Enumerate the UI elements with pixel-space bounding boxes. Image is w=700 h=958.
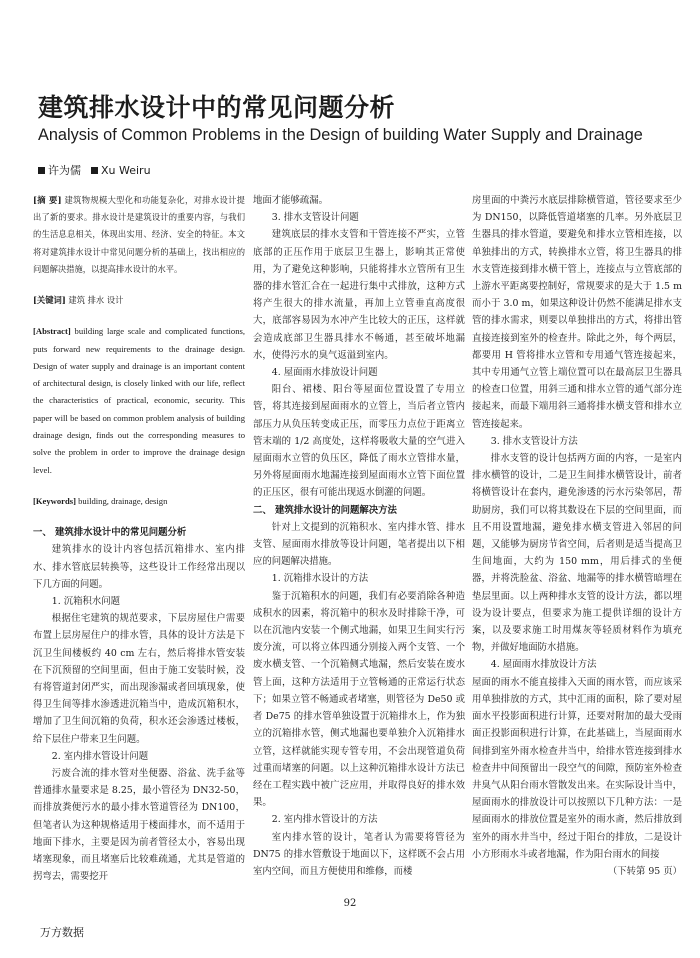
abstract-en-text: building large scale and complicated functions, puts forward new requirements to the drainage design. Design of water supply and drainage is an important content of architectural design, is closely linked with our life, reflect the characteristics of practical, economic, security. This paper will be based on common problem analysis of building drainage design, finds out the corresponding measures to solve the problem in order to improve the drainage design level. [33, 326, 245, 475]
author-line [38, 162, 151, 178]
subheading: 3. 排水支管设计问题 [271, 212, 359, 224]
paragraph: 屋面的雨水不能直接排入天面的雨水管，而应该采用单独排放的方式，其中汇雨的面积，除了要对屋面水平投影面积进行计算，还要对附加的最大受雨面正投影面积进行计算，在此基础上，当屋面雨水间排到室外雨水检查井当中，给排水管连接到排水检查井中间预留出一段空气的间隙，预防室外检查井臭气从阳台雨水管散发出来。在实际设计当中，屋面雨水的排放设计可以按照以下几种方法：一是屋面雨水的排放位置是室外的雨水斋，然后排放到室外的雨水井当中，经过于阳台的排放，二是设计小方形雨水斗或者地漏，作为阳台雨水的间接 [472, 676, 682, 860]
title-english: Analysis of Common Problems in the Design of building Water Supply and Drainage [38, 126, 643, 144]
paragraph: 鉴于沉箱积水的问题，我们有必要消除各种造成积水的因素，将沉箱中的积水及时排除干净，可以在沉池内安装一个侧式地漏，如果卫生间实行污废分流，可以将立体四通分别接入两个支管、一个废水横支管、一个沉箱侧式地漏，然后安装在废水管上面，这种方法适用于立管畅通的正常运行状态下；如果立管不畅通或者堵塞，则管径为 De50 或者 De75 的排水管单独设置于沉箱排水上，作为独立的沉箱排水管，侧式地漏也要单独介入沉箱排水立管，这样就能实现专管专用，不会出现管道负荷过重而堵塞的问题。以上这种沉箱排水设计方法已经在工程实践中被广泛应用，并取得良好的排水效果。 [253, 590, 465, 809]
paragraph: 针对上文提到的沉箱积水、室内排水管、排水支管、屋面雨水排放等设计问题，笔者提出以下相应的问题解决措施。 [253, 521, 465, 568]
paragraph: 建筑排水的设计内容包括沉箱排水、室内排水、排水管底层转换等，这些设计工作经常出现以下几方面的问题。 [33, 544, 245, 590]
subheading: 4. 屋面雨水排放设计方法 [490, 659, 597, 671]
square-bullet-icon [91, 167, 98, 174]
keywords-cn-text: 建筑 排水 设计 [68, 295, 124, 306]
keywords-en-text: building, drainage, design [78, 495, 168, 506]
subheading: 4. 屋面雨水排放设计问题 [271, 367, 378, 379]
keywords-cn-label: [关键词] [33, 295, 66, 306]
paragraph: 阳台、裙楼、阳台等屋面位置设置了专用立管，将其连接到屋面雨水的立管上，当后者立管内部压力从负压转变成正压，而零压力点位于距离立管末端的 1/2 高度处，这样将吸收大量的空气进入屋面雨水立管的负压区，降低了雨水立管排水量，另外将屋面雨水地漏连接到屋面雨水立管下面位置的正压区，很有可能出现返水倒灌的问题。 [253, 384, 465, 499]
paragraph: 排水支管的设计包括两方面的内容，一是室内排水横管的设计，二是卫生间排水横管设计，前者将横管设计在套内，避免渗透的污水污染邻居，帮助厨房，我们可以将其数设在下层的空间里面，而且不用设置地漏，避免排水横支管进入邻居的问题，又能够为厨房节省空间，后者则是适当提高卫生间地面，大约为 150 mm，用后排式的坐便器，并将洗脸盆、浴盆、地漏等的排水横管暗埋在垫层里面。以上两种排水支管的设计方法，都以埋设为设计要点，但要求为施工提供详细的设计方案，以及要求施工时用煤灰等轻质材料作为填充物，并做好地面防水措施。 [472, 453, 682, 654]
keywords-en [33, 493, 245, 510]
paragraph: 根据住宅建筑的规范要求，下层房屋住户需要布置上层房屋住户的排水管，具体的设计方法是下沉卫生间楼板约 40 cm 左右，然后将排水管安装在下沉预留的空间里面，但由于施工安装时候，没有将管道封闭严实，而出现渗漏或者回填现象，使得卫生间等排水渗透进沉箱当中，造成沉箱积水，增加了卫生间沉箱的负荷，积水还会渗透过楼板，给下层住户带来卫生问题。 [33, 613, 245, 745]
paragraph: 室内排水管的设计，笔者认为需要将管径为 DN75 的排水管敷设于地面以下，这样既不会占用室内空间，而且方便使用和维修，而楼 [253, 831, 465, 877]
section-heading: 一、 建筑排水设计中的常见问题分析 [33, 527, 187, 539]
abstract-cn-label: [摘 要] [33, 195, 62, 205]
subheading: 1. 沉箱排水设计的方法 [271, 573, 369, 585]
footer-brand: 万方数据 [40, 926, 84, 939]
square-bullet-icon [38, 167, 45, 174]
subheading: 3. 排水支管设计方法 [490, 435, 578, 447]
keywords-cn [33, 292, 245, 309]
paragraph: 建筑底层的排水支管和干管连接不严实，立管底部的正压作用于底层卫生器上，影响其正常使用，为了避免这种影响，只能将排水立管所有卫生器的排水管汇合在一起进行集中式排放，这种方式将产生很大的排水流量，再加上立管垂直高度很大，底部容易因为水冲产生比较大的正压，这样就会造成底部卫生器具排水不畅通，甚至破坏地漏水，使得污水的臭气返溢到室内。 [253, 229, 465, 361]
title-chinese: 建筑排水设计中的常见问题分析 [38, 93, 396, 122]
abstract-cn [33, 192, 245, 278]
abstract-cn-text: 建筑物规模大型化和功能复杂化，对排水设计提出了新的要求。排水设计是建筑设计的重要内容，与我们的生活息息相关，体现出实用、经济、安全的特征。本文将对建筑排水设计中常见问题分析的基础上，找出相应的问题解决措施，以提高排水设计的水平。 [33, 195, 245, 274]
keywords-en-label: [Keywords] [33, 495, 76, 506]
column-right [472, 192, 682, 880]
page-number: 92 [343, 898, 357, 909]
section-heading: 二、 建筑排水设计的问题解决方法 [253, 504, 397, 516]
abstract-en-label: [Abstract] [33, 326, 71, 337]
author-en: Xu Weiru [101, 164, 151, 177]
subheading: 2. 室内排水管设计的方法 [271, 814, 378, 826]
subheading: 1. 沉箱积水问题 [51, 596, 120, 607]
author-cn: 许为儒 [48, 164, 81, 177]
paragraph: 地面才能够疏漏。 [253, 195, 329, 206]
paragraph: 污废合流的排水管对坐便器、浴盆、洗手盆等普通排水量要求是 8.25，最小管径为 DN32-50，而排放粪便污水的最小排水管道管径为 DN100，但笔者认为这种规格适用于楼面排水，而不适用于地面下排水，主要是因为前者管径太小，容易出现堵塞现象，而且堵塞后比较难疏通，尤其是管道的拐弯去，需要挖开 [33, 768, 245, 883]
continued-note: （下转第 95 页） [607, 865, 682, 877]
column-middle [253, 192, 465, 880]
paragraph: 房里面的中粪污水底层排除横管道，管径要求至少为 DN150，以降低管道堵塞的几率。另外底层卫生器具的排水管道，要避免和排水立管相连接，以单独排出的方式，转换排水立管，将卫生器具的排水支管连接到排水横干管上，连接点与立管底部的上游水平距离要控制好，常规要求的是大于 1.5 m 而小于 3.0 m，如果这种设计仍然不能满足排水支管的排水需求，则要以单独排出的方式，将排出管直接连接到室外的检查井。除此之外，每个两层，都要用 H 管将排水立管和专用通气管连接起来，其中专用通气立管上端位置可以在最高层卫生器具的检查口位置，用斜三通和排水立管的通气部分连接起来，而最下端用斜三通将排水横支管和排水立管连接起来。 [472, 195, 682, 430]
subheading: 2. 室内排水管设计问题 [51, 750, 149, 762]
abstract-en [33, 323, 245, 479]
column-left [33, 192, 245, 885]
